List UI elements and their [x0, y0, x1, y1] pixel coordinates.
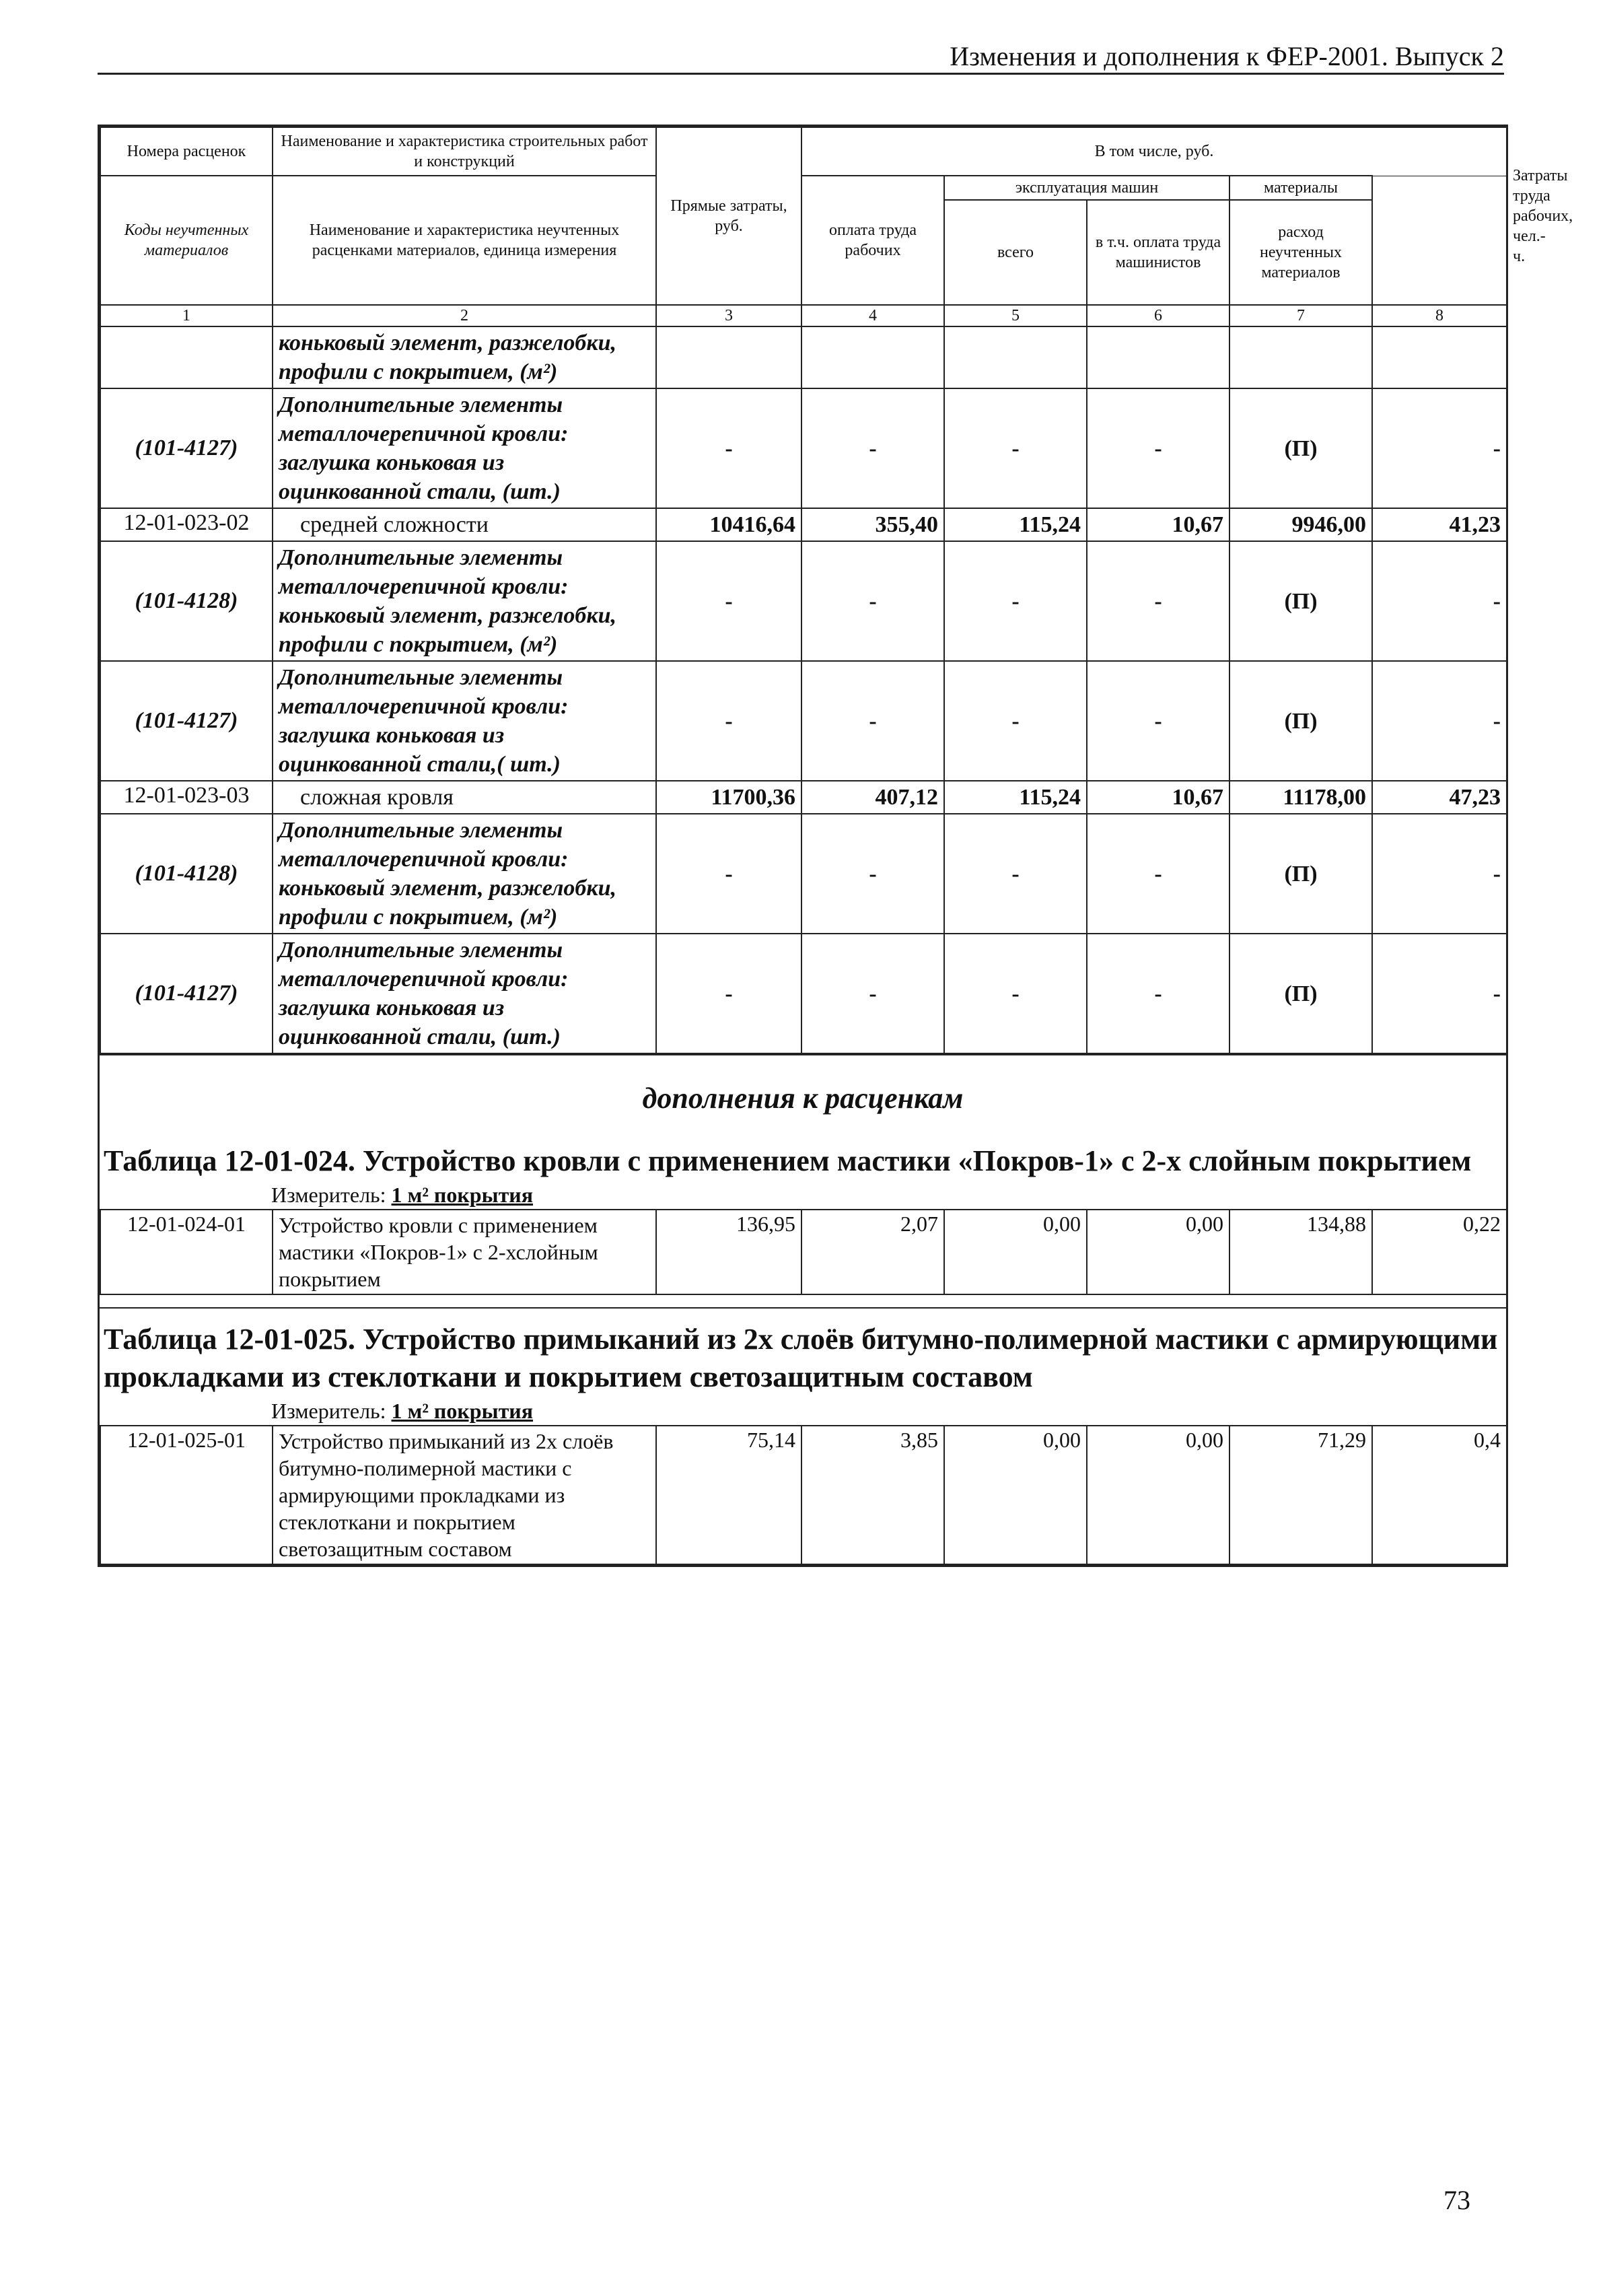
row-value-col-8 [1372, 326, 1507, 388]
col-num-4: 4 [801, 305, 944, 326]
col-num-6: 6 [1087, 305, 1229, 326]
table-025-val-5: 0,00 [944, 1426, 1087, 1564]
row-value-col-3: - [656, 934, 801, 1053]
row-value-col-6: - [1087, 814, 1229, 934]
row-value-col-8: - [1372, 934, 1507, 1053]
row-code: (101-4127) [100, 661, 273, 781]
row-value-col-4: - [801, 661, 944, 781]
row-value-col-3: 11700,36 [656, 781, 801, 814]
row-value-col-4 [801, 326, 944, 388]
row-value-col-5 [944, 326, 1087, 388]
table-024-grid [100, 1209, 1507, 1295]
header-worker-pay: оплата труда рабочих [801, 176, 944, 305]
table-024-measure-label: Измеритель: [271, 1183, 386, 1207]
header-including: В том числе, руб. [801, 127, 1507, 176]
header-unaccounted-materials: расход неучтенных материалов [1229, 200, 1372, 305]
table-row [100, 388, 1507, 508]
row-value-col-3: - [656, 388, 801, 508]
header-direct-costs: Прямые затраты, руб. [656, 127, 801, 305]
table-row [100, 541, 1507, 661]
row-name: Дополнительные элементы металлочерепичной кровли: заглушка коньковая из оцинкованной стали,( шт.) [273, 661, 656, 781]
row-value-col-7: (П) [1229, 661, 1372, 781]
table-025-measure [100, 1399, 1506, 1425]
row-value-col-4: - [801, 814, 944, 934]
table-024-row [100, 1210, 1507, 1294]
table-row [100, 661, 1507, 781]
row-value-col-4: 355,40 [801, 508, 944, 541]
row-code: (101-4128) [100, 814, 273, 934]
row-value-col-3: - [656, 661, 801, 781]
column-numbers-row [100, 305, 1507, 326]
table-024-name: Устройство кровли с применением мастики «Покров-1» с 2-хслойным покрытием [273, 1210, 656, 1294]
additions-heading: дополнения к расценкам [642, 1082, 964, 1115]
row-value-col-3: - [656, 541, 801, 661]
row-value-col-5: - [944, 934, 1087, 1053]
table-024-val-7: 134,88 [1229, 1210, 1372, 1294]
col-num-1: 1 [100, 305, 273, 326]
rates-body [100, 326, 1507, 1053]
additions-section [100, 1054, 1506, 1565]
row-value-col-8: - [1372, 661, 1507, 781]
col-num-2: 2 [273, 305, 656, 326]
row-code: (101-4127) [100, 388, 273, 508]
header-machine-operation: эксплуатация машин [944, 176, 1229, 200]
row-code: 12-01-023-02 [100, 508, 273, 541]
row-value-col-6: - [1087, 934, 1229, 1053]
row-value-col-3: - [656, 814, 801, 934]
row-value-col-6: - [1087, 661, 1229, 781]
table-row [100, 814, 1507, 934]
row-name: Дополнительные элементы металлочерепичной кровли: заглушка коньковая из оцинкованной стали, (шт.) [273, 388, 656, 508]
row-value-col-5: 115,24 [944, 508, 1087, 541]
row-value-col-3: 10416,64 [656, 508, 801, 541]
row-value-col-5: - [944, 388, 1087, 508]
row-value-col-4: - [801, 541, 944, 661]
rates-grid: Номера расценок Наименование и характеристика строительных работ и конструкций Прямые затраты, руб. В том числе, руб. Затраты труда рабочих, чел.-ч. Коды неучтенных материалов Наименование и характеристика неучтенных расценками материалов, единица измерения оплата труда рабочих эксплуатация машин материалы всего в т.ч. оплата труда машинистов расход неучтенных материалов 1 2 3 4 5 6 7 8 коньковый элемент, разжелобки, профили с покрытием, (м²) (101-4127) Дополнительные элементы металлочерепичной кровли: заглушка коньковая из оцинкованной стали, (шт.) - - - - (П) - 12-01-023-02 средней сложности 10416,64 355,40 115,24 10,67 9946,00 41,23 (101-4128) Дополнительные элементы металлочерепичной кровли: коньковый элемент, разжелобки, профили с покрытием, (м²) - - - - (П) - (101-4127) Дополнительные элементы металлочерепичной кровли: заглушка коньковая из оцинкованной стали,( шт.) - - - - (П) - 12-01-023-03 сложная кровля 11700,36 407,12 115,24 10,67 11178,00 47,23 (101-4128) Дополнительные элементы металлочерепичной кровли: коньковый элемент, разжелобки, профили с покрытием, (м²) - - - - (П) - (101-4127) Дополнительные элементы металлочерепичной кровли: заглушка коньковая из оцинкованной стали, (шт.) - - - - (П) - [100, 127, 1507, 1054]
row-value-col-7: 9946,00 [1229, 508, 1372, 541]
row-name: средней сложности [273, 508, 656, 541]
table-025-val-7: 71,29 [1229, 1426, 1372, 1564]
header-materials: материалы [1229, 176, 1372, 200]
table-024-val-8: 0,22 [1372, 1210, 1507, 1294]
row-value-col-6: - [1087, 541, 1229, 661]
row-value-col-6: 10,67 [1087, 781, 1229, 814]
row-value-col-6 [1087, 326, 1229, 388]
row-code [100, 326, 273, 388]
header-work-name: Наименование и характеристика строительных работ и конструкций [273, 127, 656, 176]
row-code: 12-01-023-03 [100, 781, 273, 814]
table-row [100, 326, 1507, 388]
row-value-col-5: - [944, 541, 1087, 661]
table-025-measure-label: Измеритель: [271, 1399, 386, 1423]
row-value-col-5: - [944, 814, 1087, 934]
col-num-5: 5 [944, 305, 1087, 326]
table-025-title: Таблица 12-01-025. Устройство примыканий из 2х слоёв битумно-полимерной мастики с армирующими прокладками из стеклоткани и покрытием светозащитным составом [104, 1323, 1498, 1393]
header-rate-numbers: Номера расценок [100, 127, 273, 176]
table-024-measure [100, 1183, 1506, 1209]
table-row [100, 508, 1507, 541]
row-name: Дополнительные элементы металлочерепичной кровли: коньковый элемент, разжелобки, профили с покрытием, (м²) [273, 814, 656, 934]
row-value-col-3 [656, 326, 801, 388]
col-num-8: 8 [1372, 305, 1507, 326]
page-number: 73 [1443, 2185, 1470, 2215]
table-024-val-3: 136,95 [656, 1210, 801, 1294]
row-value-col-8: - [1372, 541, 1507, 661]
rates-table [98, 125, 1573, 1567]
table-024-code: 12-01-024-01 [100, 1210, 273, 1294]
row-value-col-5: - [944, 661, 1087, 781]
row-value-col-8: - [1372, 814, 1507, 934]
table-024-val-5: 0,00 [944, 1210, 1087, 1294]
row-name: Дополнительные элементы металлочерепичной кровли: коньковый элемент, разжелобки, профили с покрытием, (м²) [273, 541, 656, 661]
row-value-col-7: (П) [1229, 388, 1372, 508]
row-value-col-4: 407,12 [801, 781, 944, 814]
table-025-name: Устройство примыканий из 2х слоёв битумно-полимерной мастики с армирующими прокладками из стеклоткани и покрытием светозащитным составом [273, 1426, 656, 1564]
page-header: Изменения и дополнения к ФЕР-2001. Выпуск 2 [98, 40, 1504, 75]
table-024-val-6: 0,00 [1087, 1210, 1229, 1294]
row-value-col-5: 115,24 [944, 781, 1087, 814]
table-025-val-8: 0,4 [1372, 1426, 1507, 1564]
header-material-codes: Коды неучтенных материалов [100, 176, 273, 305]
table-row [100, 781, 1507, 814]
table-025-grid [100, 1425, 1507, 1565]
header-machinist-pay: в т.ч. оплата труда машинистов [1087, 200, 1229, 305]
table-025-val-4: 3,85 [801, 1426, 944, 1564]
col-num-3: 3 [656, 305, 801, 326]
header-material-name: Наименование и характеристика неучтенных расценками материалов, единица измерения [273, 176, 656, 305]
row-value-col-8: 41,23 [1372, 508, 1507, 541]
col-num-7: 7 [1229, 305, 1372, 326]
row-name: коньковый элемент, разжелобки, профили с покрытием, (м²) [273, 326, 656, 388]
row-value-col-8: - [1372, 388, 1507, 508]
row-value-col-7: 11178,00 [1229, 781, 1372, 814]
table-025-val-3: 75,14 [656, 1426, 801, 1564]
row-code: (101-4127) [100, 934, 273, 1053]
header-machine-total: всего [944, 200, 1087, 305]
row-value-col-4: - [801, 388, 944, 508]
row-value-col-7: (П) [1229, 814, 1372, 934]
table-025-code: 12-01-025-01 [100, 1426, 273, 1564]
row-value-col-8: 47,23 [1372, 781, 1507, 814]
row-value-col-6: 10,67 [1087, 508, 1229, 541]
row-code: (101-4128) [100, 541, 273, 661]
table-024-measure-value: 1 м² покрытия [391, 1183, 534, 1207]
row-name: сложная кровля [273, 781, 656, 814]
row-name: Дополнительные элементы металлочерепичной кровли: заглушка коньковая из оцинкованной стали, (шт.) [273, 934, 656, 1053]
table-024-val-4: 2,07 [801, 1210, 944, 1294]
row-value-col-7: (П) [1229, 934, 1372, 1053]
row-value-col-6: - [1087, 388, 1229, 508]
table-024-title: Таблица 12-01-024. Устройство кровли с применением мастики «Покров-1» с 2-х слойным покрытием [104, 1144, 1472, 1177]
table-025-measure-value: 1 м² покрытия [391, 1399, 534, 1423]
table-025-val-6: 0,00 [1087, 1426, 1229, 1564]
table-025-row [100, 1426, 1507, 1564]
row-value-col-4: - [801, 934, 944, 1053]
table-row [100, 934, 1507, 1053]
row-value-col-7 [1229, 326, 1372, 388]
row-value-col-7: (П) [1229, 541, 1372, 661]
